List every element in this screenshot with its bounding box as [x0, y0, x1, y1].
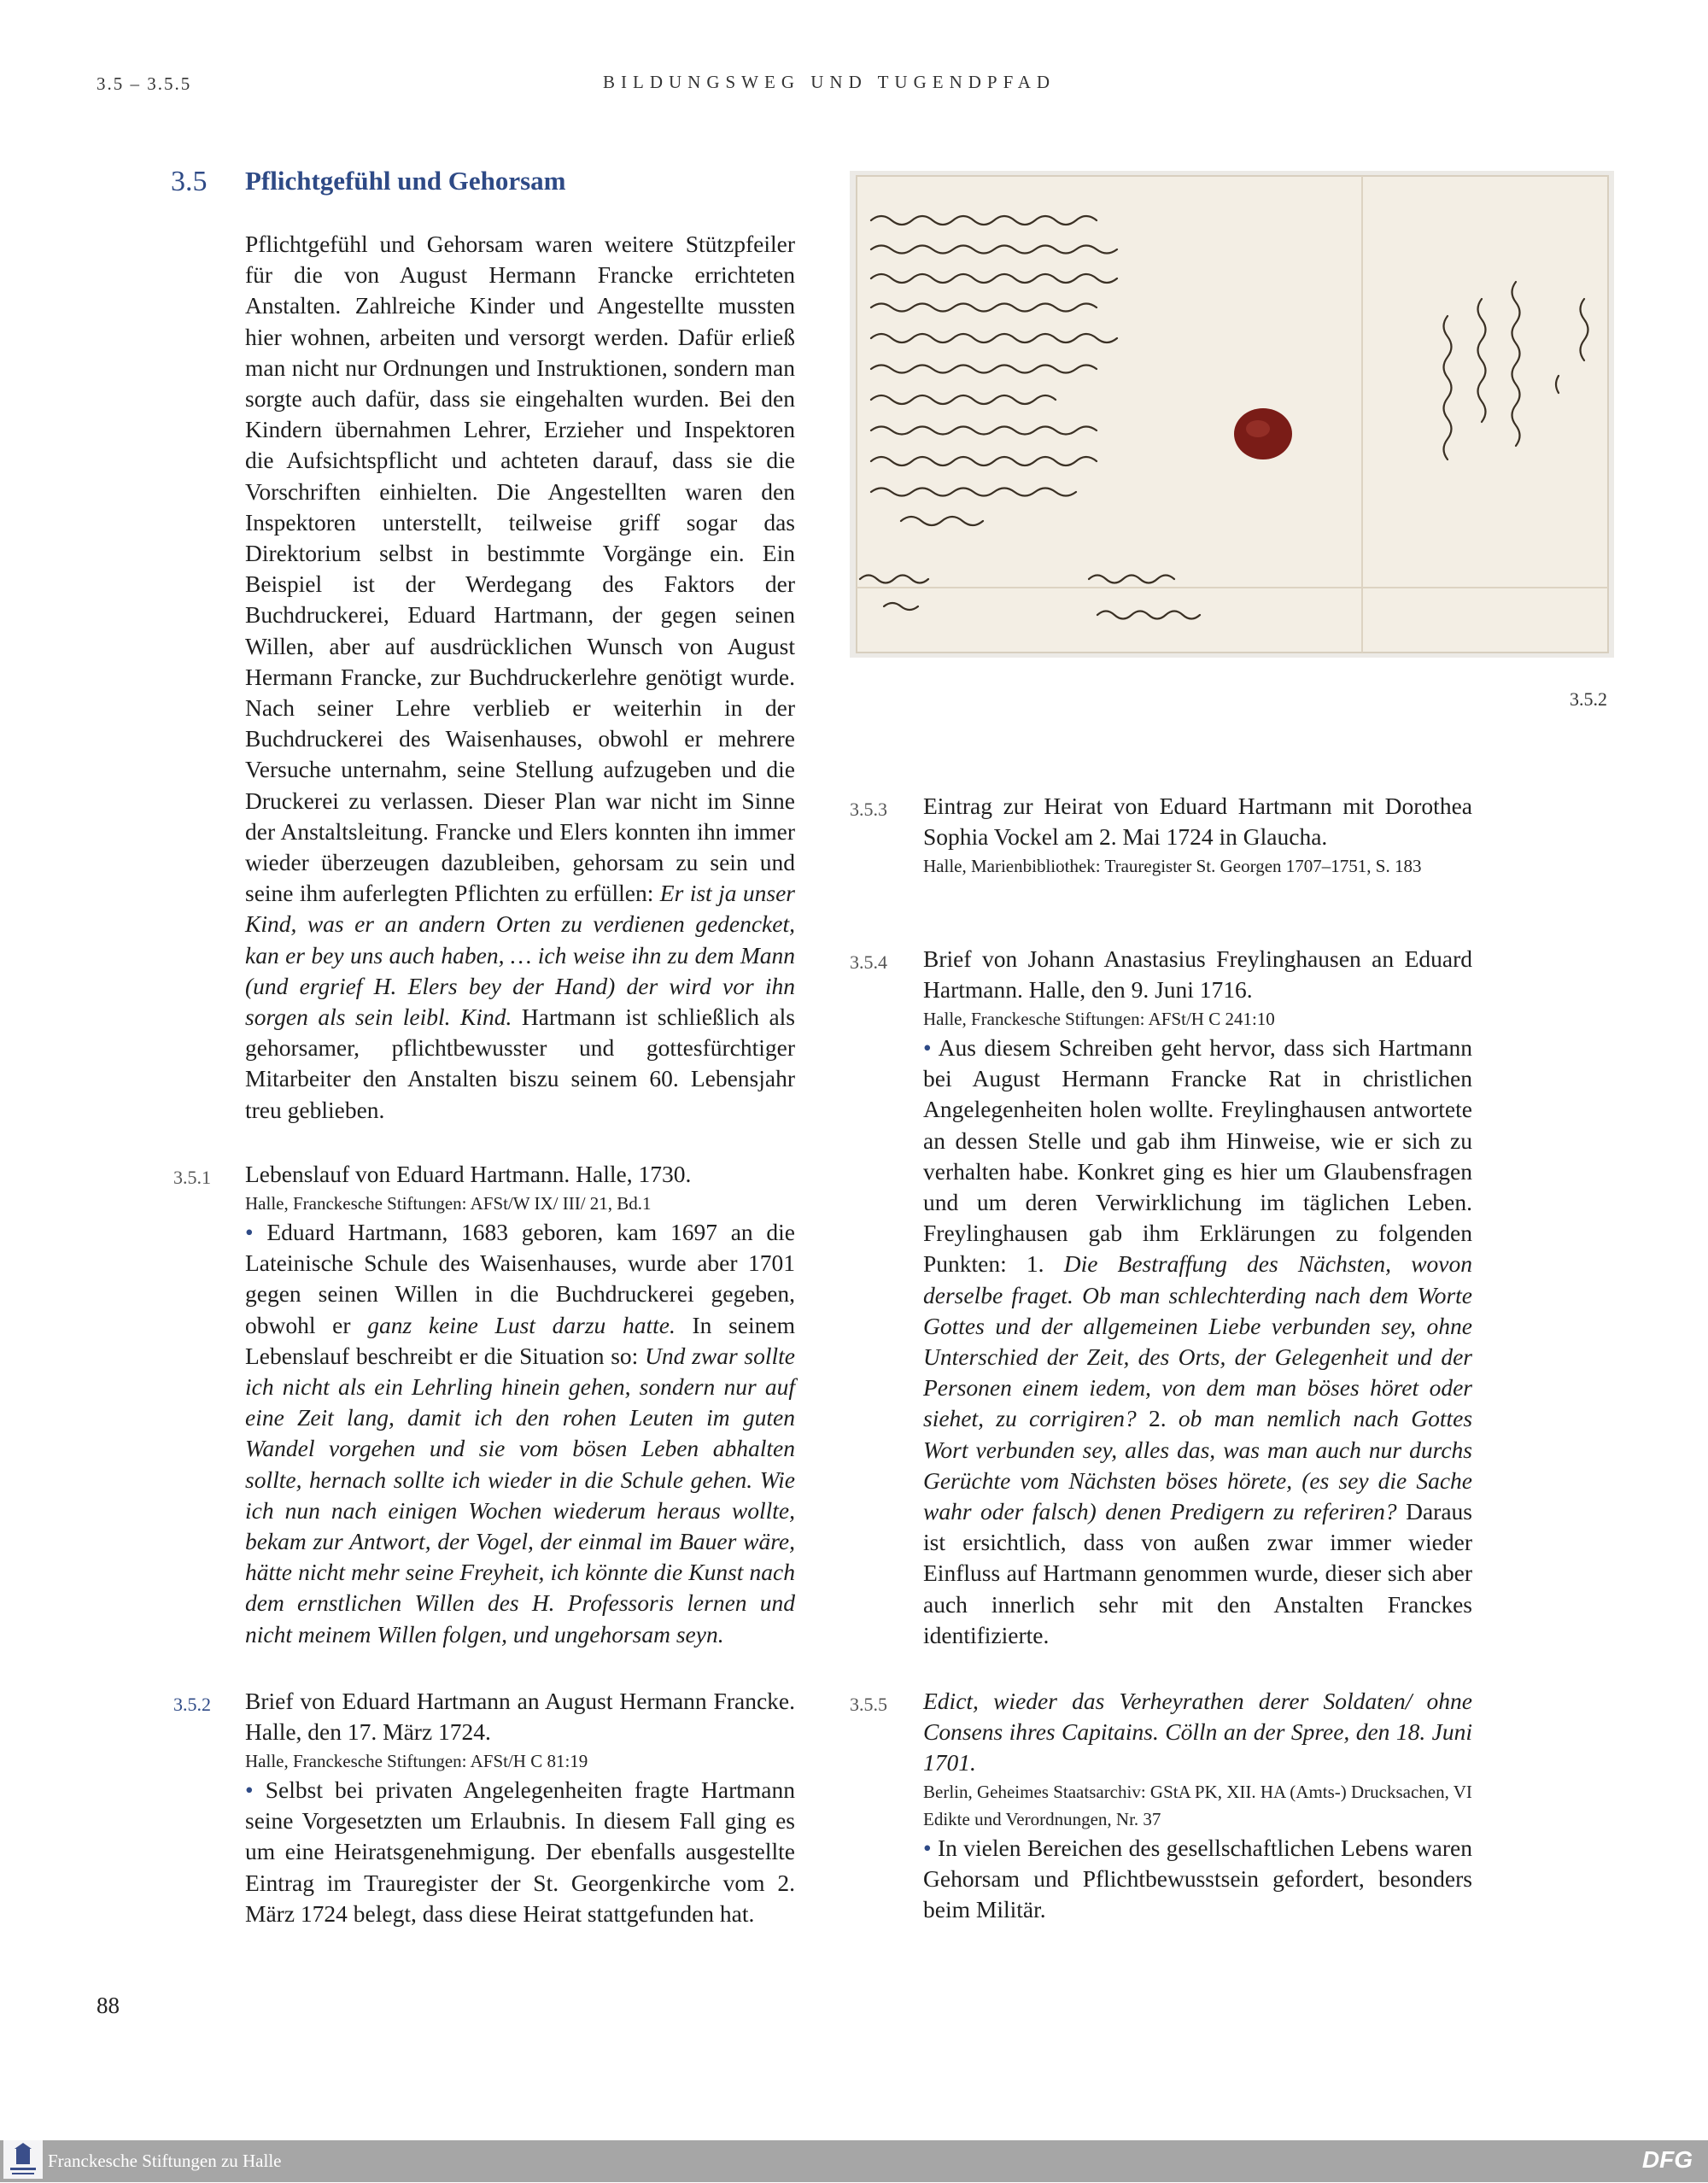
figure-caption: 3.5.2 — [1570, 688, 1607, 710]
bullet-icon: • — [245, 1219, 254, 1245]
entry-source: Halle, Marienbibliothek: Trauregister St. Georgen 1707–1751, S. 183 — [923, 856, 1422, 876]
entry-source: Halle, Franckesche Stiftungen: AFSt/H C 81:19 — [245, 1751, 588, 1771]
item-number-3-5-5: 3.5.5 — [850, 1694, 887, 1715]
catalog-entry-3-5-1 — [245, 1159, 795, 1650]
institution-logo-icon — [3, 2140, 43, 2179]
entry-source: Halle, Franckesche Stiftungen: AFSt/W IX/ III/ 21, Bd.1 — [245, 1193, 652, 1214]
entry-title: Brief von Johann Anastasius Freylinghausen an Eduard Hartmann. Halle, den 9. Juni 1716. — [923, 945, 1472, 1003]
entry-source: Halle, Franckesche Stiftungen: AFSt/H C 241:10 — [923, 1009, 1275, 1029]
section-number: 3.5 — [171, 166, 208, 197]
letter-facsimile-image — [850, 171, 1614, 658]
bullet-icon: • — [245, 1776, 254, 1803]
entry-description: • In vielen Bereichen des gesellschaftlichen Lebens waren Gehorsam und Pflichtbewusstsein gefordert, besonders beim Militär. — [923, 1835, 1472, 1923]
dfg-logo[interactable]: DFG — [1641, 2146, 1693, 2173]
footer-institution[interactable]: Franckesche Stiftungen zu Halle — [48, 2151, 282, 2171]
item-number-3-5-4: 3.5.4 — [850, 951, 887, 973]
entry-description: • Aus diesem Schreiben geht hervor, dass sich Hartmann bei August Hermann Francke Rat in christlichen Angelegenheiten holen wollte. Freylinghausen antwortete an dessen Stelle und gab ihm Hinweise, wie er sich zu verhalten habe. Konkret ging es hier um Glaubensfragen und um deren Verwirklichung im täglichen Leben. Freylinghausen gab ihm Erklärungen zu folgenden Punkten: 1. Die Bestraffung des Nächsten, wovon derselbe fraget. Ob man schlechterding nach dem Worte Gottes und der allgemeinen Liebe verbunden sey, ohne Unterschied der Zeit, des Orts, der Gelegenheit und der Personen einem iedem, von dem man böses höret oder siehet, zu corrigiren? 2. ob man nemlich nach Gottes Wort verbunden sey, alles das, was man auch nur durchs Gerüchte vom Nächsten böses hörete, (es sey die Sache wahr oder falsch) denen Predigern zu referiren? Daraus ist ersichtlich, dass von außen zwar immer wieder Einfluss auf Hartmann genommen wurde, dieser sich aber auch innerlich sehr mit den Anstalten Franckes identifizierte. — [923, 1034, 1473, 1648]
section-title: Pflichtgefühl und Gehorsam — [245, 166, 566, 196]
entry-title: Eintrag zur Heirat von Eduard Hartmann mit Dorothea Sophia Vockel am 2. Mai 1724 in Glaucha. — [923, 793, 1472, 850]
catalog-entry-3-5-3 — [923, 791, 1472, 880]
catalog-entry-3-5-2 — [245, 1686, 795, 1929]
page-number: 88 — [97, 1993, 120, 2018]
entry-description: • Selbst bei privaten Angelegenheiten fragte Hartmann seine Vorgesetzten um Erlaubnis. In diesem Fall ging es um eine Heiratsgenehmigung. Der ebenfalls ausgestellte Eintrag im Trauregister der St. Georgenkirche vom 2. März 1724 belegt, dass diese Heirat stattgefunden hat. — [245, 1776, 795, 1927]
running-head-title: BILDUNGSWEG UND TUGENDPFAD — [603, 72, 1056, 92]
entry-title: Brief von Eduard Hartmann an August Hermann Francke. Halle, den 17. März 1724. — [245, 1688, 795, 1745]
running-head-range: 3.5 – 3.5.5 — [97, 73, 192, 94]
bullet-icon: • — [923, 1034, 932, 1061]
item-number-3-5-3: 3.5.3 — [850, 799, 887, 820]
entry-source: Berlin, Geheimes Staatsarchiv: GStA PK, XII. HA (Amts-) Drucksachen, VI Edikte und Verordnungen, Nr. 37 — [923, 1782, 1472, 1829]
bullet-icon: • — [923, 1835, 932, 1861]
entry-title: Edict, wieder das Verheyrathen derer Soldaten/ ohne Consens ihres Capitains. Cölln an der Spree, den 18. Juni 1701. — [923, 1688, 1472, 1776]
entry-description: • Eduard Hartmann, 1683 geboren, kam 1697 an die Lateinische Schule des Waisenhauses, wurde aber 1701 gegen seinen Willen in die Buchdruckerei gegeben, obwohl er ganz keine Lust darzu hatte. In seinem Lebenslauf beschreibt er die Situation so: Und zwar sollte ich nicht als ein Lehrling hinein gehen, sondern nur auf eine Zeit lang, damit ich den rohen Leuten im guten Wandel vorgehen und sie vom bösen Leben abhalten sollte, hernach sollte ich wieder in die Schule gehen. Wie ich nun nach einigen Wochen wiederum heraus wollte, bekam zur Antwort, der Vogel, der einmal im Bauer wäre, hätte nicht mehr seine Freyheit, ich könnte die Kunst nach dem ernstlichen Willen des H. Professoris lernen und nicht meinem Willen folgen, und ungehorsam seyn. — [245, 1219, 796, 1647]
catalog-entry-3-5-5 — [923, 1686, 1472, 1926]
catalog-entry-3-5-4 — [923, 944, 1472, 1651]
handwritten-letter-illustration — [850, 171, 1614, 658]
intro-paragraph: Pflichtgefühl und Gehorsam waren weitere Stützpfeiler für die von August Hermann Francke errichteten Anstalten. Zahlreiche Kinder und Angestellte mussten hier wohnen, arbeiten und versorgt werden. Dafür erließ man nicht nur Ordnungen und Instruktionen, sondern man sorgte auch dafür, dass sie eingehalten wurden. Bei den Kindern übernahmen Lehrer, Erzieher und Inspektoren die Aufsichtspflicht und achteten darauf, dass sie die Vorschriften einhielten. Die Angestellten waren den Inspektoren unterstellt, teilweise griff sogar das Direktorium selbst in bestimmte Vorgänge ein. Ein Beispiel ist der Werdegang des Faktors der Buchdruckerei, Eduard Hartmann, der gegen seinen Willen, aber auf ausdrücklichen Wunsch von August Hermann Francke, zur Buchdruckerlehre genötigt wurde. Nach seiner Lehre verblieb er weiterhin in der Buchdruckerei des Waisenhauses, obwohl er mehrere Versuche unternahm, seine Stellung aufzugeben und die Druckerei zu verlassen. Dieser Plan war nicht im Sinne der Anstaltsleitung. Francke und Elers konnten ihn immer wieder überzeugen dazubleiben, gehorsam zu sein und seine ihm auferlegten Pflichten zu erfüllen: Er ist ja unser Kind, was er an andern Orten zu verdienen gedencket, kan er bey uns auch haben, … ich weise ihn zu dem Mann (und ergrief H. Elers bey der Hand) der wird vor ihn sorgen als sein leibl. Kind. Hartmann ist schließlich als gehorsamer, pflichtbewusster und gottesfürchtiger Mitarbeiter den Anstalten biszu seinem 60. Lebensjahr treu geblieben. — [245, 231, 796, 1123]
item-number-3-5-2: 3.5.2 — [173, 1694, 211, 1715]
entry-title: Lebenslauf von Eduard Hartmann. Halle, 1730. — [245, 1161, 692, 1187]
footer-bar — [0, 2140, 1708, 2182]
item-number-3-5-1: 3.5.1 — [173, 1167, 211, 1188]
